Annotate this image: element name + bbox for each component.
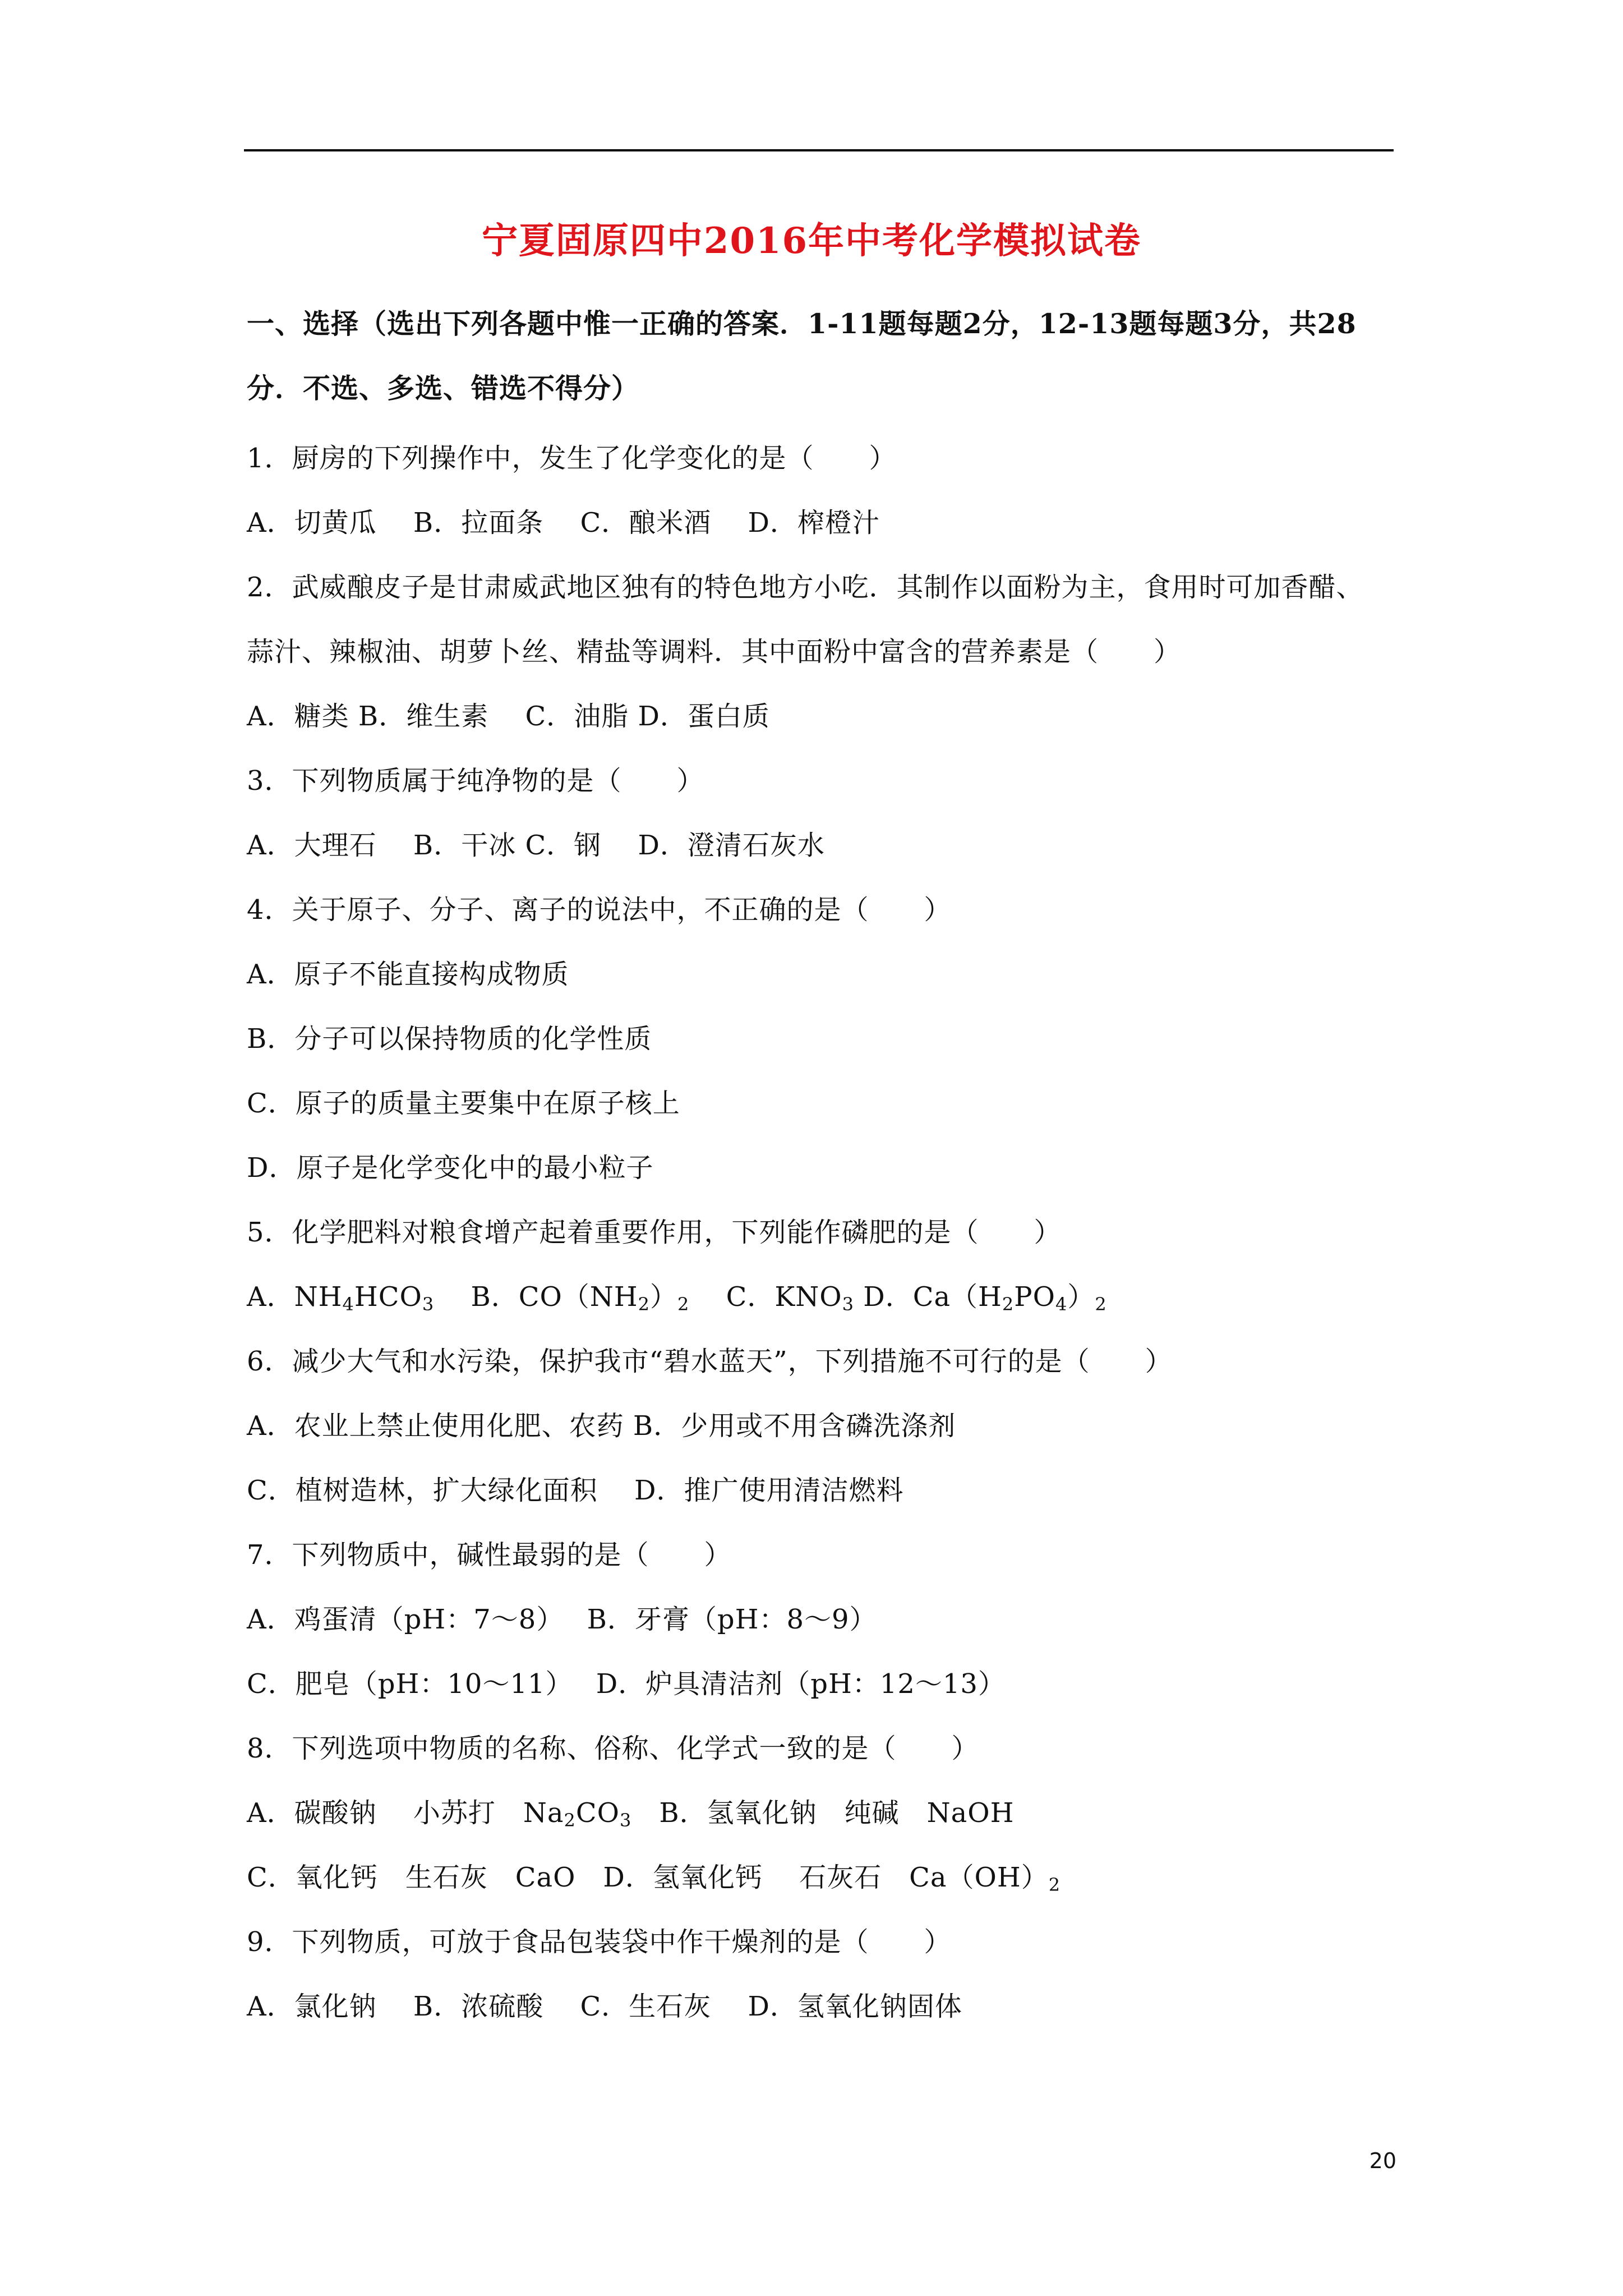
question-6-options-line-1: A．农业上禁止使用化肥、农药 B．少用或不用含磷洗涤剂	[247, 1410, 956, 1442]
question-5-options	[247, 1265, 1402, 1329]
q8-option-a-part: A．碳酸钠 小苏打 Na	[247, 1797, 564, 1829]
q5-subscript: 2	[677, 1294, 690, 1315]
q8-option-a-part: CO	[575, 1797, 620, 1829]
q5-option-a-part: A．NH	[247, 1281, 343, 1313]
question-9-stem: 9．下列物质，可放于食品包装袋中作干燥剂的是（ ）	[247, 1926, 952, 1958]
section-header-line-2: 分．不选、多选、错选不得分）	[247, 372, 640, 404]
header-rule	[244, 149, 1394, 151]
question-3-options: A．大理石 B．干冰 C．钢 D．澄清石灰水	[247, 830, 825, 861]
q5-option-c-part: C．KNO	[689, 1281, 842, 1313]
q5-option-a-part: HCO	[354, 1281, 422, 1313]
question-4-option-d: D．原子是化学变化中的最小粒子	[247, 1152, 654, 1184]
q5-subscript: 3	[422, 1294, 435, 1315]
question-2-stem-line-1: 2．武威酿皮子是甘肃威武地区独有的特色地方小吃．其制作以面粉为主，食用时可加香醋、	[247, 572, 1364, 603]
question-4-option-c: C．原子的质量主要集中在原子核上	[247, 1088, 680, 1119]
question-7-options-line-1: A．鸡蛋清（pH：7～8） B．牙膏（pH：8～9）	[247, 1604, 877, 1635]
q8-subscript: 2	[1048, 1874, 1061, 1895]
question-6-stem: 6．减少大气和水污染，保护我市“碧水蓝天”，下列措施不可行的是（ ）	[247, 1346, 1173, 1377]
q8-option-b: B．氢氧化钠 纯碱 NaOH	[631, 1797, 1015, 1829]
question-7-options-line-2: C．肥皂（pH：10～11） D．炉具清洁剂（pH：12～13）	[247, 1668, 1006, 1700]
question-7-stem: 7．下列物质中，碱性最弱的是（ ）	[247, 1539, 732, 1571]
q5-option-d-part: ）	[1067, 1281, 1095, 1313]
q8-option-cd-part: C．氧化钙 生石灰 CaO D．氢氧化钙 石灰石 Ca（OH）	[247, 1862, 1049, 1893]
question-5-stem: 5．化学肥料对粮食增产起着重要作用，下列能作磷肥的是（ ）	[247, 1217, 1062, 1248]
q8-subscript: 2	[564, 1810, 576, 1831]
q5-subscript: 2	[638, 1294, 651, 1315]
question-6-options-line-2: C．植树造林，扩大绿化面积 D．推广使用清洁燃料	[247, 1475, 904, 1506]
question-2-options: A．糖类 B．维生素 C．油脂 D．蛋白质	[247, 701, 770, 732]
question-8-options-line-1	[247, 1781, 1402, 1846]
question-1-options: A．切黄瓜 B．拉面条 C．酿米酒 D．榨橙汁	[247, 507, 880, 539]
section-header-line-1: 一、选择（选出下列各题中惟一正确的答案．1-11题每题2分，12-13题每题3分，共28	[247, 307, 1357, 340]
question-1-stem: 1．厨房的下列操作中，发生了化学变化的是（ ）	[247, 443, 897, 474]
document-body	[247, 292, 1402, 2039]
question-4-option-b: B．分子可以保持物质的化学性质	[247, 1023, 652, 1055]
q5-option-b-part: ）	[650, 1281, 678, 1313]
q5-option-d-part: D．Ca（H	[854, 1281, 1002, 1313]
q5-subscript: 4	[342, 1294, 354, 1315]
question-8-options-line-2	[247, 1846, 1402, 1910]
q5-subscript: 2	[1002, 1294, 1015, 1315]
q5-subscript: 2	[1095, 1294, 1107, 1315]
q8-subscript: 3	[619, 1810, 632, 1831]
question-4-option-a: A．原子不能直接构成物质	[247, 959, 569, 990]
q5-option-d-part: PO	[1014, 1281, 1055, 1313]
question-2-stem-line-2: 蒜汁、辣椒油、胡萝卜丝、精盐等调料．其中面粉中富含的营养素是（ ）	[247, 636, 1182, 668]
document-title: 宁夏固原四中2016年中考化学模拟试卷	[481, 220, 1142, 262]
q5-subscript: 3	[842, 1294, 854, 1315]
q5-subscript: 4	[1055, 1294, 1068, 1315]
question-8-stem: 8．下列选项中物质的名称、俗称、化学式一致的是（ ）	[247, 1733, 979, 1764]
page-number: 20	[1369, 2148, 1396, 2173]
question-9-options: A．氯化钠 B．浓硫酸 C．生石灰 D．氢氧化钠固体	[247, 1991, 962, 2022]
question-4-stem: 4．关于原子、分子、离子的说法中，不正确的是（ ）	[247, 894, 952, 926]
question-3-stem: 3．下列物质属于纯净物的是（ ）	[247, 765, 704, 797]
q5-option-b-part: B．CO（NH	[434, 1281, 638, 1313]
